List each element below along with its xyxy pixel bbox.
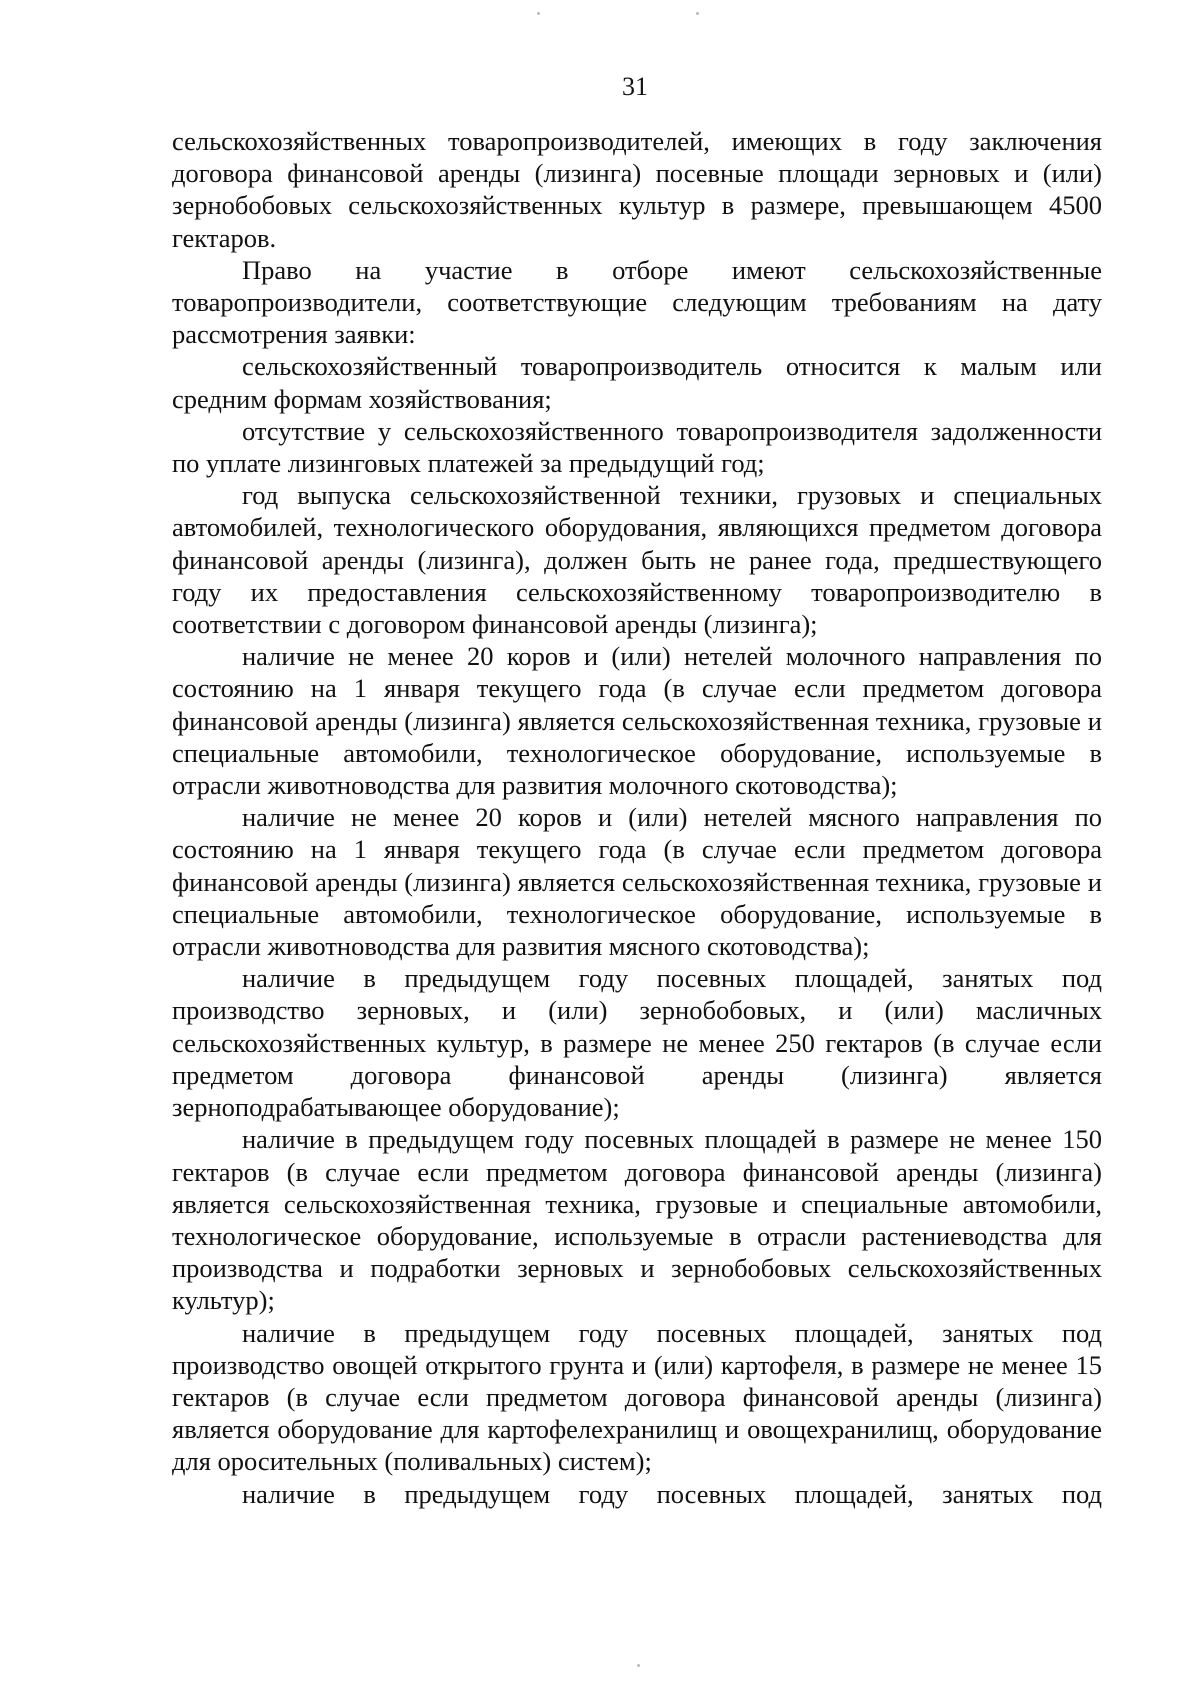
paragraph-requirement-150-hectares: наличие в предыдущем году посевных площадей в размере не менее 150 гектаров (в случае если предметом договора финансовой аренды (лизинга) является сельскохозяйственная техника, грузовые и специальные автомобили, технологическое оборудование, используемые в отрасли растениеводства для производства и подработки зерновых и зернобобовых сельскохозяйственных культур);	[172, 1124, 1102, 1316]
scan-dot-mark	[537, 12, 540, 15]
page-number: 31	[622, 72, 648, 101]
scan-dot-mark	[637, 1664, 640, 1667]
paragraph-requirement-year-of-manufacture: год выпуска сельскохозяйственной техники, грузовых и специальных автомобилей, технологического оборудования, являющихся предметом договора финансовой аренды (лизинга), должен быть не ранее года, предшествующего году их предоставления сельскохозяйственному товаропроизводителю в соответствии с договором финансовой аренды (лизинга);	[172, 480, 1102, 640]
paragraph-requirement-small-forms: сельскохозяйственный товаропроизводитель относится к малым или средним формам хозяйствования;	[172, 351, 1102, 414]
paragraph-requirement-15-hectares: наличие в предыдущем году посевных площадей, занятых под производство овощей открытого грунта и (или) картофеля, в размере не менее 15 гектаров (в случае если предметом договора финансовой аренды (лизинга) является оборудование для картофелехранилищ и овощехранилищ, оборудование для оросительных (поливальных) систем);	[172, 1317, 1102, 1477]
paragraph-requirement-beef-cattle: наличие не менее 20 коров и (или) нетелей мясного направления по состоянию на 1 января текущего года (в случае если предметом договора финансовой аренды (лизинга) является сельскохозяйственная техника, грузовые и специальные автомобили, технологическое оборудование, используемые в отрасли животноводства для развития мясного скотоводства);	[172, 802, 1102, 962]
paragraph-continuation: сельскохозяйственных товаропроизводителей, имеющих в году заключения договора финансовой аренды (лизинга) посевные площади зерновых и (или) зернобобовых сельскохозяйственных культур в размере, превышающем 4500 гектаров.	[172, 126, 1102, 253]
document-body	[172, 125, 1102, 1510]
paragraph-requirement-250-hectares: наличие в предыдущем году посевных площадей, занятых под производство зерновых, и (или) зернобобовых, и (или) масличных сельскохозяйственных культур, в размере не менее 250 гектаров (в случае если предметом договора финансовой аренды (лизинга) является зерноподрабатывающее оборудование);	[172, 963, 1102, 1123]
paragraph-requirement-dairy-cattle: наличие не менее 20 коров и (или) нетелей молочного направления по состоянию на 1 января текущего года (в случае если предметом договора финансовой аренды (лизинга) является сельскохозяйственная техника, грузовые и специальные автомобили, технологическое оборудование, используемые в отрасли животноводства для развития молочного скотоводства);	[172, 641, 1102, 801]
paragraph-requirement-continued: наличие в предыдущем году посевных площадей, занятых под	[242, 1478, 1102, 1509]
scan-dot-mark	[696, 12, 699, 15]
paragraph-eligibility-intro: Право на участие в отборе имеют сельскохозяйственные товаропроизводители, соответствующие следующим требованиям на дату рассмотрения заявки:	[172, 254, 1102, 350]
paragraph-requirement-no-debt: отсутствие у сельскохозяйственного товаропроизводителя задолженности по уплате лизинговых платежей за предыдущий год;	[172, 415, 1102, 479]
